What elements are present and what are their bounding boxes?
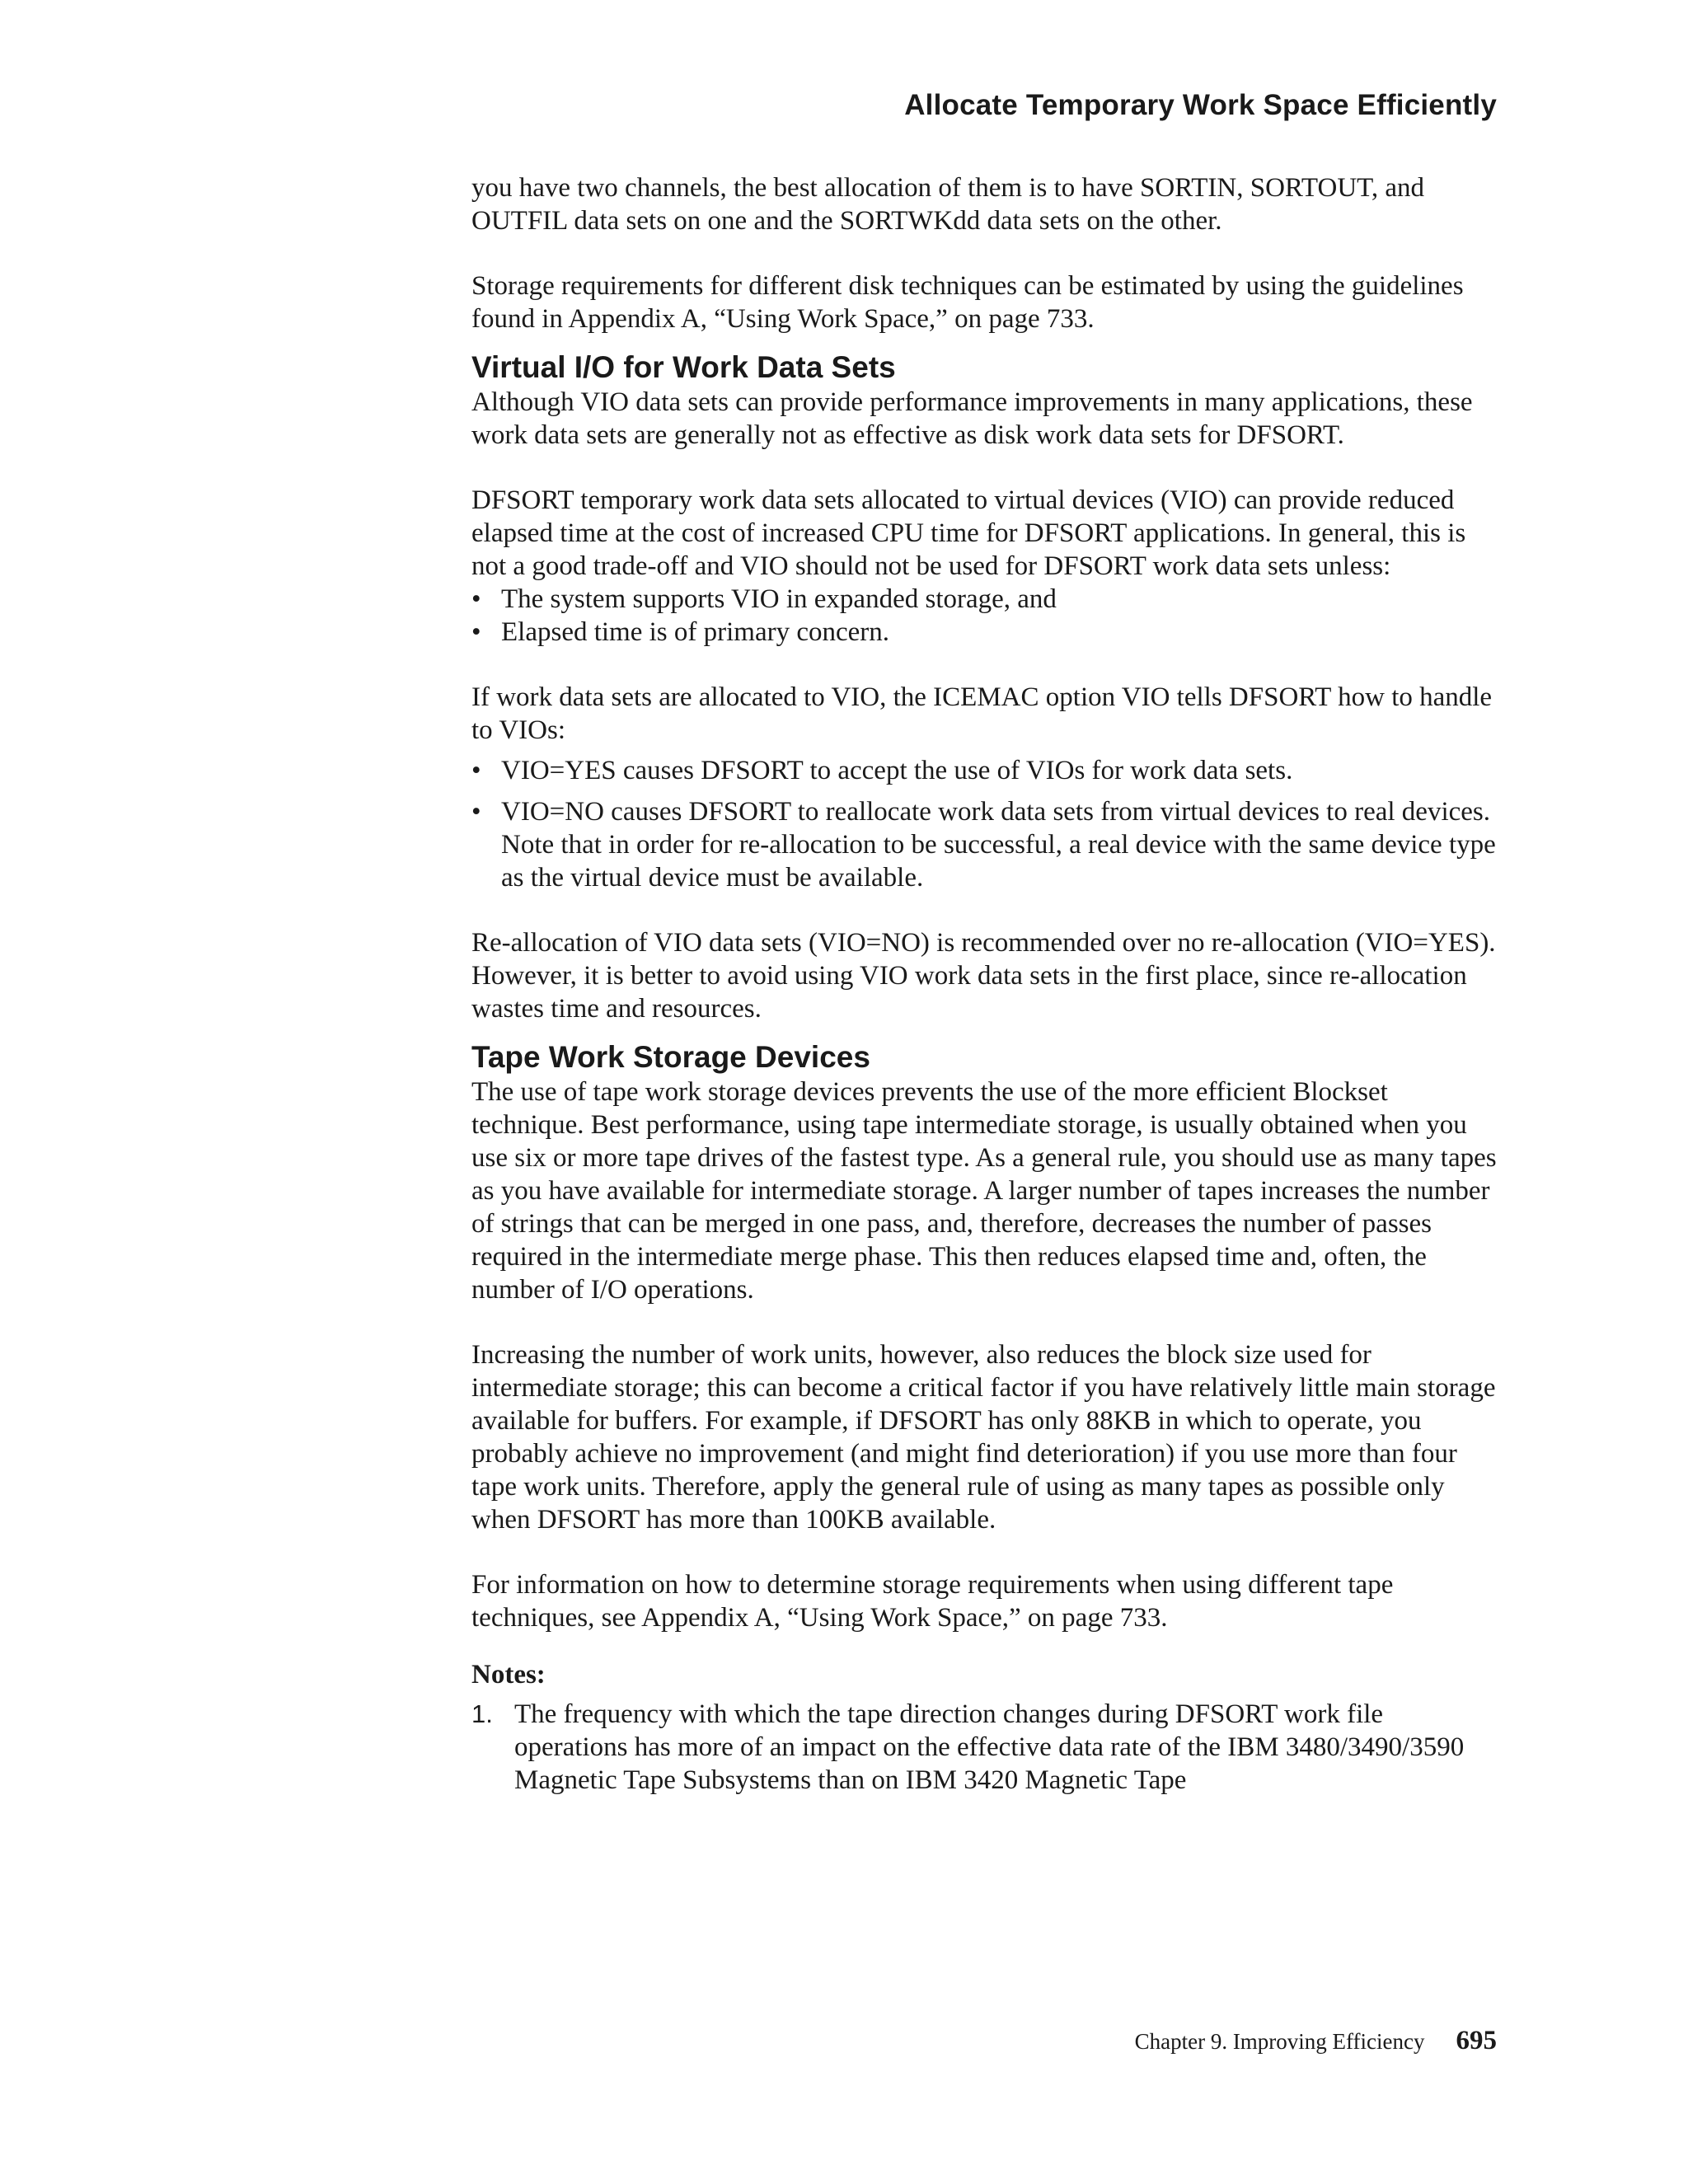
bullet-icon: • [471, 797, 481, 827]
section-heading-tape: Tape Work Storage Devices [471, 1040, 870, 1074]
list-item: • Elapsed time is of primary concern. [471, 617, 890, 647]
list-item: • VIO=NO causes DFSORT to reallocate work data sets from virtual devices to real devices. Note that in order for re-allocation to be successful, a real device with the same device type as the virtual device must be available. [471, 797, 1496, 893]
bullet-icon: • [471, 617, 481, 647]
page-footer [1135, 2026, 1497, 2056]
section-heading-vio: Virtual I/O for Work Data Sets [471, 350, 896, 384]
intro-paragraph-1: you have two channels, the best allocation of them is to have SORTIN, SORTOUT, and OUTFIL data sets on one and the SORTWKdd data sets on the other. [471, 173, 1425, 236]
page-content [471, 171, 1502, 1797]
tape-paragraph-1: The use of tape work storage devices prevents the use of the more efficient Blockset technique. Best performance, using tape intermediate storage, is usually obtained when you use six or more tape drives of the fastest type. As a general rule, you should use as many tapes as you have available for intermediate storage. A larger number of tapes increases the number of strings that can be merged in one pass, and, therefore, decreases the number of passes required in the intermediate merge phase. This then reduces elapsed time and, often, the number of I/O operations. [471, 1077, 1497, 1305]
notes-label: Notes: [471, 1660, 546, 1690]
tape-paragraph-3: For information on how to determine storage requirements when using different tape techniques, see Appendix A, “Using Work Space,” on page 733. [471, 1570, 1394, 1633]
bullet-icon: • [471, 584, 481, 614]
list-item: • VIO=YES causes DFSORT to accept the use of VIOs for work data sets. [471, 756, 1293, 785]
vio-paragraph-1: Although VIO data sets can provide performance improvements in many applications, these work data sets are generally not as effective as disk work data sets for DFSORT. [471, 387, 1473, 450]
bullet-icon: • [471, 756, 481, 785]
vio-paragraph-4: Re-allocation of VIO data sets (VIO=NO) is recommended over no re-allocation (VIO=YES). However, it is better to avoid using VIO work data sets in the first place, since re-allocation wastes time and resources. [471, 928, 1496, 1024]
vio-paragraph-3: If work data sets are allocated to VIO, the ICEMAC option VIO tells DFSORT how to handle to VIOs: [471, 682, 1493, 745]
vio-options-list [471, 754, 1502, 894]
notes-list [471, 1698, 1502, 1797]
list-item [471, 1698, 1502, 1797]
list-item: • The system supports VIO in expanded storage, and [471, 584, 1057, 614]
running-head: Allocate Temporary Work Space Efficiently [904, 89, 1497, 121]
intro-paragraph-2: Storage requirements for different disk techniques can be estimated by using the guidelines found in Appendix A, “Using Work Space,” on page 733. [471, 271, 1464, 334]
tape-paragraph-2: Increasing the number of work units, however, also reduces the block size used for intermediate storage; this can become a critical factor if you have relatively little main storage available for buffers. For example, if DFSORT has only 88KB in which to operate, you probably achieve no improvement (and might find deterioration) if you use more than four tape work units. Therefore, apply the general rule of using as many tapes as possible only when DFSORT has more than 100KB available. [471, 1340, 1496, 1535]
page-number: 695 [1456, 2026, 1497, 2055]
vio-conditions-list [471, 583, 1502, 649]
note-number: 1. [471, 1699, 493, 1728]
vio-paragraph-2: DFSORT temporary work data sets allocated to virtual devices (VIO) can provide reduced elapsed time at the cost of increased CPU time for DFSORT applications. In general, this is not a good trade-off and VIO should not be used for DFSORT work data sets unless: [471, 485, 1466, 581]
chapter-label: Chapter 9. Improving Efficiency [1134, 2029, 1425, 2054]
note-text: The frequency with which the tape direction changes during DFSORT work file operations has more of an impact on the effective data rate of the IBM 3480/3490/3590 Magnetic Tape Subsystems than on IBM 3420 Magnetic Tape [514, 1699, 1465, 1795]
